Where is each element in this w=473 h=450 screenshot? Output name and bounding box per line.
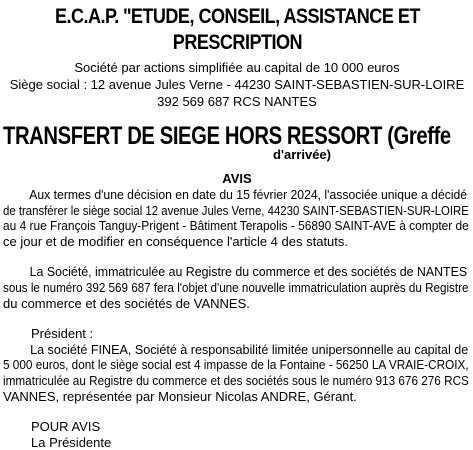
paragraph-line: au 4 rue François Tanguy-Prigent - Bâtiment Terapolis - 56890 SAINT-AVE à compter de (3, 218, 469, 234)
paragraph-spacer (3, 311, 471, 326)
company-legal-form: Société par actions simplifiée au capital de 10 000 euros (74, 60, 400, 75)
paragraph-transfer (3, 187, 471, 249)
president-label: Président : (31, 326, 94, 342)
company-name-line-1: E.C.A.P. ''ETUDE, CONSEIL, ASSISTANCE ET (54, 5, 420, 28)
notice-subtitle: d'arrivée) (272, 147, 331, 162)
paragraph-line: La Société, immatriculée au Registre du commerce et des sociétés de NANTES (29, 264, 468, 280)
company-name-line-2: PRESCRIPTION (172, 31, 302, 54)
paragraph-registration (3, 264, 471, 311)
notice-heading: AVIS (222, 171, 252, 186)
paragraph-line: de transférer le siège social 12 avenue Jules Verne, 44230 SAINT-SEBASTIEN-SUR-LOIRE (3, 202, 469, 218)
paragraph-spacer (3, 249, 471, 264)
paragraph-line: Aux termes d'une décision en date du 15 février 2024, l'associée unique a décidé (29, 187, 468, 202)
signoff-signatory: La Présidente (31, 434, 112, 450)
paragraph-president (3, 326, 471, 404)
paragraph-line: sous le numéro 392 569 687 fera l'objet d'une nouvelle immatriculation auprès du Registre (3, 279, 469, 295)
signoff-pour-avis: POUR AVIS (31, 419, 101, 435)
paragraph-line: du commerce et des sociétés de VANNES. (3, 295, 250, 311)
paragraph-spacer (3, 404, 471, 419)
company-rcs: 392 569 687 RCS NANTES (157, 94, 317, 109)
signoff (3, 419, 471, 450)
paragraph-line: ce jour et de modifier en conséquence l'article 4 des statuts. (3, 233, 349, 249)
paragraph-line: VANNES, représentée par Monsieur Nicolas ANDRE, Gérant. (3, 388, 357, 404)
paragraph-line: 5 000 euros, dont le siège social est 4 impasse de la Fontaine - 56250 LA VRAIE-CROIX, (3, 357, 469, 373)
paragraph-line: La société FINEA, Société à responsabilité limitée unipersonnelle au capital de (30, 341, 469, 357)
paragraph-line: immatriculée au Registre du commerce et des sociétés sous le numéro 913 676 276 RCS (3, 372, 469, 388)
company-name (4, 0, 471, 56)
company-details (3, 59, 471, 110)
notice-title: TRANSFERT DE SIEGE HORS RESSORT (Greffe (3, 122, 451, 150)
company-head-office: Siège social : 12 avenue Jules Verne - 44230 SAINT-SEBASTIEN-SUR-LOIRE (9, 77, 465, 92)
